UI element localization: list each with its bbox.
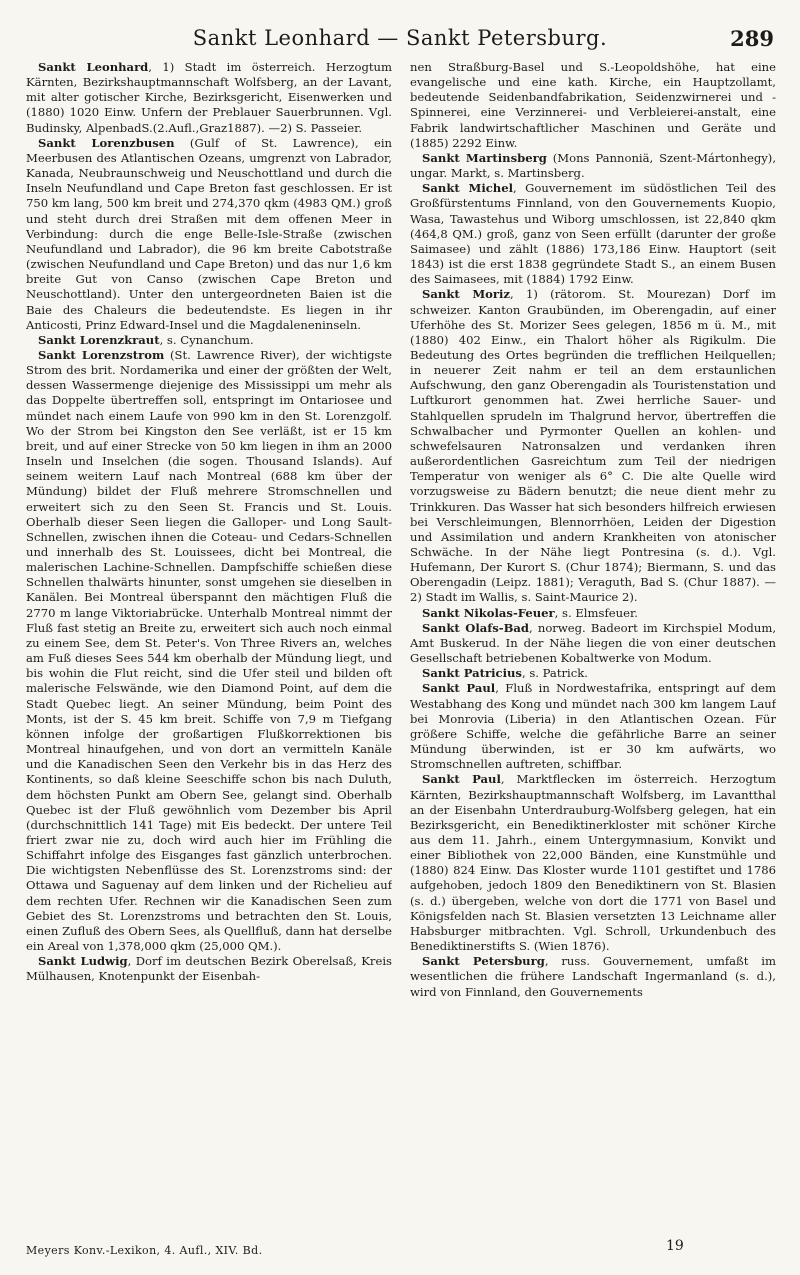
- page-number: 289: [730, 26, 774, 51]
- entry: [410, 772, 776, 954]
- sheet-signature: 19: [666, 1238, 684, 1254]
- entry: [26, 954, 392, 984]
- entry-headword: Sankt Olafs-Bad: [422, 620, 529, 635]
- entry: [410, 606, 776, 621]
- entry-headword: Sankt Ludwig: [38, 954, 128, 969]
- entry-headword: Sankt Paul: [422, 772, 501, 787]
- entry-headword: Sankt Paul: [422, 681, 496, 696]
- entry-headword: Sankt Lorenzkraut: [38, 332, 160, 347]
- entry-headword: Sankt Patricius: [422, 666, 522, 681]
- entry-headword: Sankt Nikolas-Feuer: [422, 605, 555, 620]
- entry: [26, 136, 392, 333]
- entry-text: , norweg. Badeort im Kirchspiel Modum, Amt Buskerud. In der Nähe liegen die von einer deutschen Gesellschaft betriebenen Kobaltwerke von Modum.: [410, 620, 776, 666]
- entry: [26, 348, 392, 954]
- entry-text: , Dorf im deutschen Bezirk Oberelsaß, Kreis Mülhausen, Knotenpunkt der Eisenbah-: [26, 954, 392, 984]
- page-footer: [26, 1238, 776, 1264]
- entry-text: , Marktflecken im österreich. Herzogtum Kärnten, Bezirkshauptmannschaft Wolfsberg, im Lavantthal an der Eisenbahn Unterdrauburg-Wolfsberg gelegen, hat ein Bezirksgericht, ein Benediktinerkloster mit schöner Kirche aus dem 11. Jahrh., einem Untergymnasium, Konvikt und einer Bibliothek von 22,000 Bänden, eine Kunstmühle und (1880) 824 Einw. Das Kloster wurde 1101 gestiftet und 1786 aufgehoben, jedoch 1809 den Benediktinern von St. Blasien (s. d.) übergeben, welche von dort die 1771 von Basel und Königsfelden nach St. Blasien versetzten 13 Leichname aller Habsburger mitbrachten. Vgl. Schroll, Urkundenbuch des Benediktinerstifts S. (Wien 1876).: [410, 772, 776, 954]
- text-columns: [26, 60, 776, 1240]
- entry: [410, 181, 776, 287]
- right-column: [410, 60, 776, 1240]
- entry-headword: Sankt Martinsberg: [422, 150, 547, 165]
- entry: [410, 621, 776, 666]
- entry: [26, 333, 392, 348]
- page-header: [0, 24, 800, 56]
- entry: [410, 151, 776, 181]
- entry-headword: Sankt Petersburg: [422, 954, 545, 969]
- entry-text: , s. Cynanchum.: [159, 332, 254, 347]
- entry-headword: Sankt Moriz: [422, 287, 511, 302]
- entry-text: , s. Elmsfeuer.: [554, 605, 638, 620]
- entry: [410, 287, 776, 605]
- entry-text: (St. Lawrence River), der wichtigste Strom des brit. Nordamerika und einer der größten der Welt, dessen Wassermenge diejenige des Mississippi um mehr als das Doppelte übertreffen soll, entspringt im Ontariosee und mündet nach einem Laufe von 990 km in den St. Lorenzgolf. Wo der Strom bei Kingston den See verläßt, ist er 15 km breit, und auf einer Strecke von 50 km liegen in ihm an 2000 Inseln und Inselchen (die sogen. Thousand Islands). Auf seinem weitern Lauf nach Montreal (688 km über der Mündung) bildet der Fluß mehrere Stromschnellen und erweitert sich zu den Seen St. Francis und St. Louis. Oberhalb dieser Seen liegen die Galloper- und Long Sault-Schnellen, zwischen ihnen die Coteau- und Cedars-Schnellen und innerhalb des St. Louissees, dicht bei Montreal, die malerischen Lachine-Schnellen. Dampfschiffe schießen diese Schnellen thalwärts hinunter, sonst umgehen sie dieselben in Kanälen. Bei Montreal überspannt den mächtigen Fluß die 2770 m lange Viktoriabrücke. Unterhalb Montreal nimmt der Fluß fast stetig an Breite zu, erweitert sich auch noch einmal zu einem See, dem St. Peter's. Von Three Rivers an, welches am Fuß dieses Sees 544 km oberhalb der Mündung liegt, und bis wohin die Flut reicht, sind die Ufer steil und bilden oft malerische Felswände, wie den Diamond Point, auf dem die Stadt Quebec liegt. An seiner Mündung, beim Point des Monts, ist der S. 45 km breit. Schiffe von 7,9 m Tiefgang können infolge der großartigen Flußkorrektionen bis Montreal hinaufgehen, und von dort an vermitteln Kanäle und die Kanadischen Seen den Verkehr bis in das Herz des Kontinents, so daß kleine Seeschiffe schon bis nach Duluth, dem höchsten Punkt am Obern See, gelangt sind. Oberhalb Quebec ist der Fluß gewöhnlich vom Dezember bis April (durchschnittlich 141 Tage) mit Eis bedeckt. Der untere Teil friert zwar nie zu, doch wird auch hier im Frühling die Schiffahrt infolge des Eisganges fast gänzlich unterbrochen. Die wichtigsten Nebenflüsse des St. Lorenzstroms sind: der Ottawa und Saguenay auf dem linken und der Richelieu auf dem rechten Ufer. Rechnen wir die Kanadischen Seen zum Gebiet des St. Lorenzstroms und betrachten den St. Louis, einen Zufluß des Obern Sees, als Quellfluß, dann hat derselbe ein Areal von 1,378,000 qkm (25,000 QM.).: [26, 347, 392, 954]
- entry-text: , russ. Gouvernement, umfaßt im wesentlichen die frühere Landschaft Ingermanland (s. d.), wird von Finnland, den Gouvernements: [410, 954, 776, 999]
- entry-text: , Fluß in Nordwestafrika, entspringt auf dem Westabhang des Kong und mündet nach 300 km langem Lauf bei Monrovia (Liberia) in den Atlantischen Ozean. Für größere Schiffe, welche die gefährliche Barre an seiner Mündung überwinden, ist er 30 km aufwärts, wo Stromschnellen auftreten, schiffbar.: [410, 681, 776, 772]
- entry-headword: Sankt Lorenzbusen: [38, 135, 175, 150]
- entry-headword: Sankt Leonhard: [38, 60, 149, 74]
- entry: [410, 954, 776, 999]
- left-column: [26, 60, 392, 1240]
- running-title: Sankt Leonhard — Sankt Petersburg.: [192, 26, 608, 50]
- entry-text: , Gouvernement im südöstlichen Teil des Großfürstentums Finnland, von den Gouvernements Kuopio, Wasa, Tawastehus und Wiborg umschlossen, ist 22,840 qkm (464,8 QM.) groß, ganz von Seen erfüllt (darunter der große Saimasee) und zählt (1886) 173,186 Einw. Hauptort (seit 1843) ist die erst 1838 gegründete Stadt S., an einem Busen des Saimasees, mit (1884) 1792 Einw.: [410, 181, 776, 287]
- footer-source: Meyers Konv.-Lexikon, 4. Aufl., XIV. Bd.: [26, 1244, 263, 1257]
- entry-text: nen Straßburg-Basel und S.-Leopoldshöhe, hat eine evangelische und eine kath. Kirche, ein Hauptzollamt, bedeutende Seidenbandfabrikation, Seidenzwirnerei und -Spinnerei, eine Verzinnerei- und Verbleierei-anstalt, eine Fabrik landwirtschaftlicher Maschinen und Geräte und (1885) 2292 Einw.: [410, 60, 776, 150]
- entry-text: (Gulf of St. Lawrence), ein Meerbusen des Atlantischen Ozeans, umgrenzt von Labrador, Kanada, Neubraunschweig und Neuschottland und durch die Inseln Neufundland und Cape Breton fast geschlossen. Er ist 750 km lang, 500 km breit und 274,370 qkm (4983 QM.) groß und steht durch drei Straßen mit dem offenen Meer in Verbindung: durch die enge Belle-Isle-Straße (zwischen Neufundland und Labrador), die 96 km breite Cabotstraße (zwischen Neufundland und Cape Breton) und das nur 1,6 km breite Gut von Canso (zwischen Cape Breton und Neuschottland). Unter den untergeordneten Baien ist die Baie des Chaleurs die bedeutendste. Es liegen in ihr Anticosti, Prinz Edward-Insel und die Magdaleneninseln.: [26, 135, 392, 332]
- entry-text: , 1) Stadt im österreich. Herzogtum Kärnten, Bezirkshauptmannschaft Wolfsberg, an der Lavant, mit alter gotischer Kirche, Bezirksgericht, Eisenwerken und (1880) 1020 Einw. Unfern der Preblauer Sauerbrunnen. Vgl. Budinsky, AlpenbadS.(2.Aufl.,Graz1887). —2) S. Passeier.: [26, 60, 392, 135]
- entry-headword: Sankt Lorenzstrom: [38, 347, 165, 362]
- entry: [410, 666, 776, 681]
- entry-text: (Mons Pannoniä, Szent-Mártonhegy), ungar. Markt, s. Martinsberg.: [410, 150, 776, 181]
- entry-headword: Sankt Michel: [422, 181, 513, 196]
- entry-text: , 1) (rätorom. St. Mourezan) Dorf im schweizer. Kanton Graubünden, im Oberengadin, auf einer Uferhöhe des St. Morizer Sees gelegen, 1856 m ü. M., mit (1880) 402 Einw., ein Thalort höher als Rigikulm. Die Bedeutung des Ortes begründen die trefflichen Heilquellen; in neuerer Zeit nahm er teil an dem erstaunlichen Aufschwung, den ganz Oberengadin als Touristenstation und Luftkurort genommen hat. Zwei herrliche Sauer- und Stahlquellen sprudeln im Thalgrund hervor, übertreffen die Schwalbacher und Pyrmonter Quellen an kohlen- und schwefelsauren Natronsalzen und verdanken ihren außerordentlichen Gasreichtum zum Teil der niedrigen Temperatur von weniger als 6° C. Die alte Quelle wird vorzugsweise zu Bädern benutzt; die neue dient mehr zu Trinkkuren. Das Wasser hat sich besonders hilfreich erwiesen bei Verschleimungen, Blennorrhöen, Leiden der Digestion und Assimilation und andern Krankheiten von atonischer Schwäche. In der Nähe liegt Pontresina (s. d.). Vgl. Hufemann, Der Kurort S. (Chur 1874); Biermann, S. und das Oberengadin (Leipz. 1881); Veraguth, Bad S. (Chur 1887). — 2) Stadt im Wallis, s. Saint-Maurice 2).: [410, 287, 776, 605]
- entry: [26, 60, 392, 136]
- entry: [410, 60, 776, 151]
- entry: [410, 681, 776, 772]
- entry-text: , s. Patrick.: [521, 666, 588, 681]
